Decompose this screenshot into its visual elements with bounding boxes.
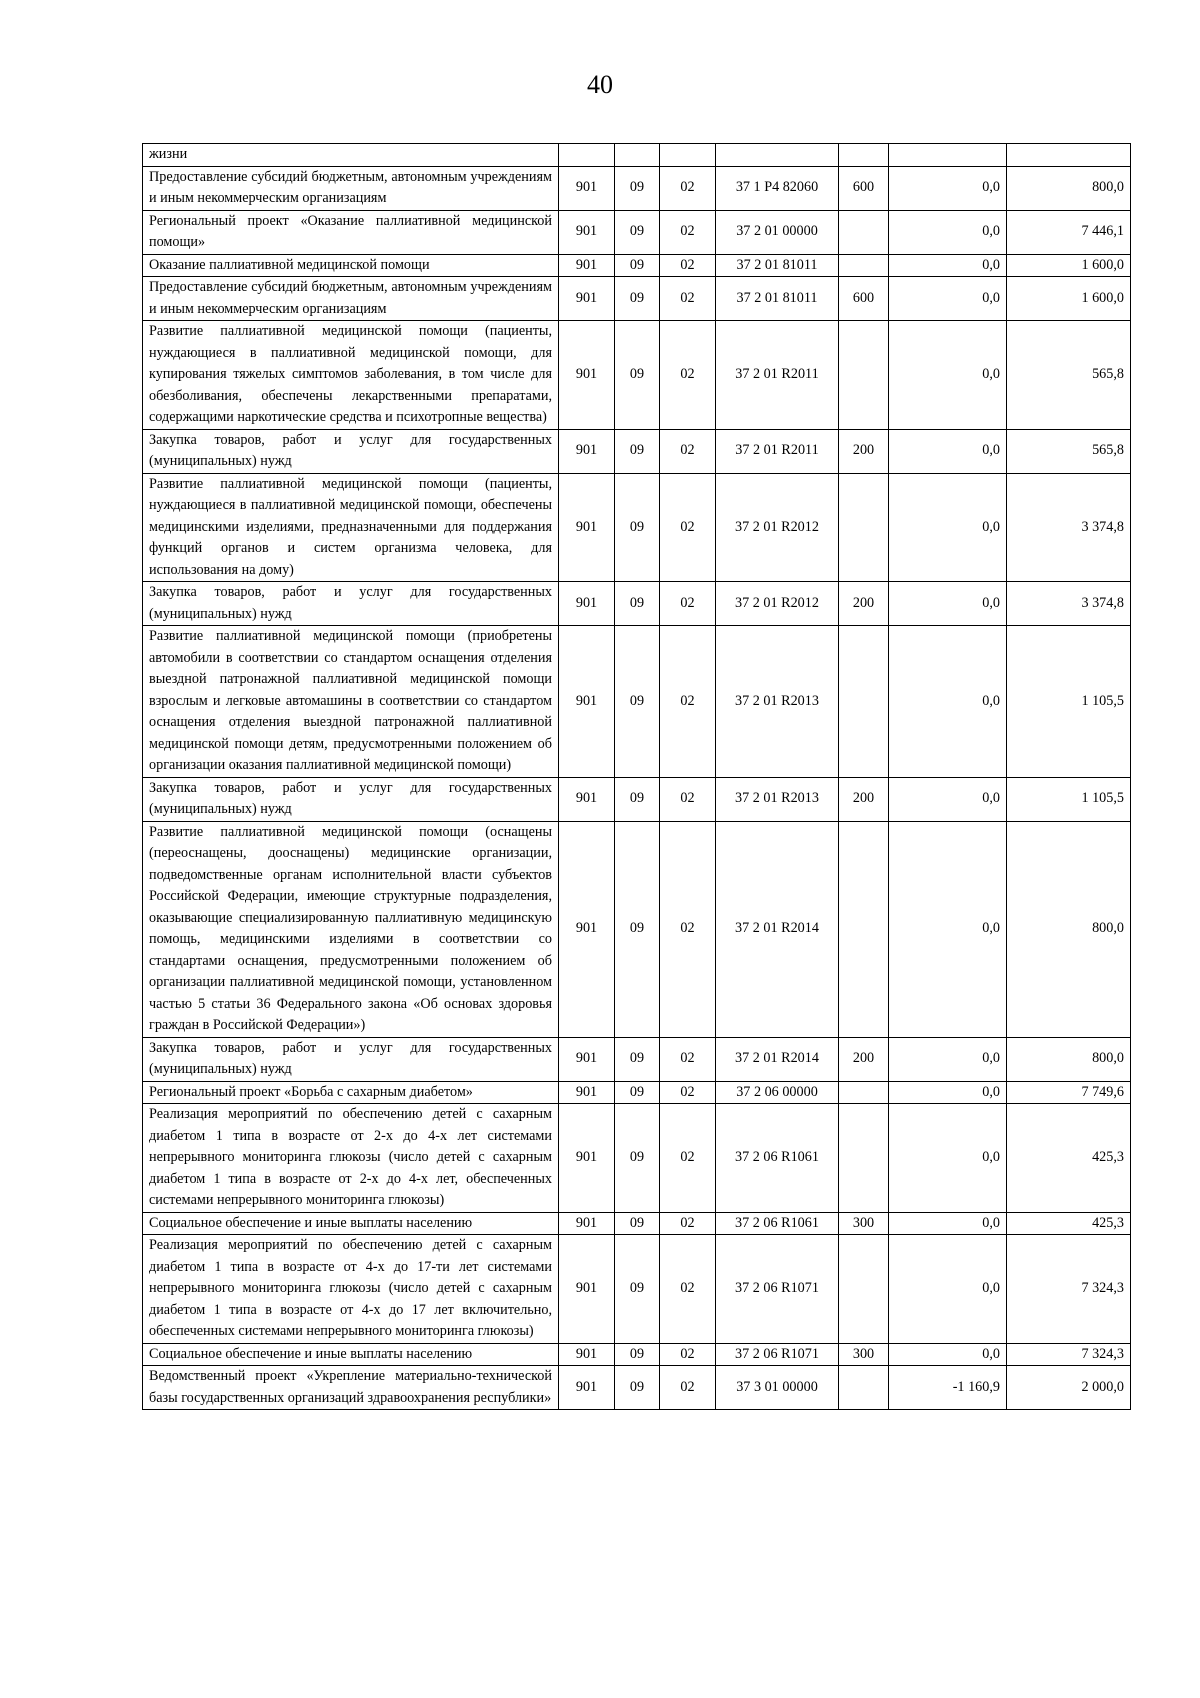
cell-change-amount: 0,0 — [889, 321, 1007, 430]
cell-total-amount: 800,0 — [1007, 1037, 1131, 1081]
cell-change-amount: 0,0 — [889, 254, 1007, 277]
cell-section: 09 — [615, 1037, 660, 1081]
cell-section: 09 — [615, 821, 660, 1037]
table-body — [143, 144, 1131, 1410]
cell-name: Закупка товаров, работ и услуг для государственных (муниципальных) нужд — [143, 777, 559, 821]
cell-total-amount: 565,8 — [1007, 321, 1131, 430]
cell-name: жизни — [143, 144, 559, 167]
table-row — [143, 144, 1131, 167]
cell-expense-type — [839, 821, 889, 1037]
cell-change-amount: 0,0 — [889, 1235, 1007, 1344]
cell-change-amount — [889, 144, 1007, 167]
table-row — [143, 1235, 1131, 1344]
table-row — [143, 1343, 1131, 1366]
cell-change-amount: 0,0 — [889, 277, 1007, 321]
cell-name: Закупка товаров, работ и услуг для государственных (муниципальных) нужд — [143, 582, 559, 626]
cell-total-amount: 7 749,6 — [1007, 1081, 1131, 1104]
cell-change-amount: 0,0 — [889, 210, 1007, 254]
cell-section: 09 — [615, 1235, 660, 1344]
cell-expense-type — [839, 210, 889, 254]
cell-target-article: 37 1 Р4 82060 — [716, 166, 839, 210]
cell-name: Предоставление субсидий бюджетным, автономным учреждениям и иным некоммерческим организациям — [143, 166, 559, 210]
cell-expense-type — [839, 1235, 889, 1344]
cell-subsection: 02 — [660, 254, 716, 277]
page-number: 40 — [587, 70, 613, 99]
table-row — [143, 821, 1131, 1037]
cell-change-amount: 0,0 — [889, 473, 1007, 582]
cell-name: Социальное обеспечение и иные выплаты населению — [143, 1343, 559, 1366]
cell-target-article: 37 2 01 R2014 — [716, 821, 839, 1037]
cell-ministry-code: 901 — [559, 1037, 615, 1081]
cell-target-article: 37 2 01 00000 — [716, 210, 839, 254]
cell-target-article: 37 2 06 R1071 — [716, 1235, 839, 1344]
cell-name: Оказание паллиативной медицинской помощи — [143, 254, 559, 277]
cell-target-article: 37 2 01 R2013 — [716, 777, 839, 821]
cell-expense-type: 600 — [839, 277, 889, 321]
cell-ministry-code: 901 — [559, 429, 615, 473]
cell-expense-type: 200 — [839, 582, 889, 626]
cell-ministry-code: 901 — [559, 1104, 615, 1213]
cell-name: Ведомственный проект «Укрепление материально-технической базы государственных организаций здравоохранения республики» — [143, 1366, 559, 1410]
cell-ministry-code: 901 — [559, 1081, 615, 1104]
cell-name: Предоставление субсидий бюджетным, автономным учреждениям и иным некоммерческим организациям — [143, 277, 559, 321]
cell-subsection: 02 — [660, 1081, 716, 1104]
cell-target-article: 37 2 01 R2014 — [716, 1037, 839, 1081]
cell-section: 09 — [615, 1212, 660, 1235]
cell-expense-type: 300 — [839, 1343, 889, 1366]
cell-section: 09 — [615, 1104, 660, 1213]
cell-ministry-code: 901 — [559, 777, 615, 821]
cell-subsection: 02 — [660, 166, 716, 210]
table-row — [143, 1104, 1131, 1213]
cell-ministry-code: 901 — [559, 321, 615, 430]
cell-section: 09 — [615, 429, 660, 473]
cell-subsection — [660, 144, 716, 167]
cell-target-article: 37 2 01 R2013 — [716, 626, 839, 778]
cell-section: 09 — [615, 582, 660, 626]
cell-section: 09 — [615, 321, 660, 430]
cell-target-article — [716, 144, 839, 167]
cell-section: 09 — [615, 254, 660, 277]
table-row — [143, 777, 1131, 821]
cell-name: Развитие паллиативной медицинской помощи (пациенты, нуждающиеся в паллиативной медицинской помощи, для купирования тяжелых симптомов заболевания, в том числе для обезболивания, обеспечены лекарственными препаратами, содержащими наркотические средства и психотропные вещества) — [143, 321, 559, 430]
budget-table — [142, 143, 1131, 1410]
cell-ministry-code: 901 — [559, 582, 615, 626]
cell-subsection: 02 — [660, 1037, 716, 1081]
cell-expense-type — [839, 254, 889, 277]
cell-name: Реализация мероприятий по обеспечению детей с сахарным диабетом 1 типа в возрасте от 2-х до 4-х лет системами непрерывного мониторинга глюкозы (число детей с сахарным диабетом 1 типа в возрасте от 2-х до 4-х лет, обеспеченных системами непрерывного мониторинга глюкозы) — [143, 1104, 559, 1213]
cell-section: 09 — [615, 777, 660, 821]
cell-total-amount: 1 105,5 — [1007, 777, 1131, 821]
cell-section: 09 — [615, 473, 660, 582]
table-row — [143, 277, 1131, 321]
cell-expense-type — [839, 1081, 889, 1104]
table-row — [143, 1037, 1131, 1081]
cell-subsection: 02 — [660, 429, 716, 473]
cell-subsection: 02 — [660, 626, 716, 778]
cell-expense-type: 200 — [839, 777, 889, 821]
cell-subsection: 02 — [660, 582, 716, 626]
cell-section: 09 — [615, 210, 660, 254]
cell-total-amount: 800,0 — [1007, 821, 1131, 1037]
cell-change-amount: 0,0 — [889, 821, 1007, 1037]
cell-expense-type — [839, 1104, 889, 1213]
cell-expense-type — [839, 144, 889, 167]
cell-name: Региональный проект «Борьба с сахарным диабетом» — [143, 1081, 559, 1104]
table-row — [143, 429, 1131, 473]
cell-change-amount: 0,0 — [889, 1081, 1007, 1104]
table-row — [143, 166, 1131, 210]
cell-subsection: 02 — [660, 473, 716, 582]
cell-target-article: 37 2 06 R1071 — [716, 1343, 839, 1366]
cell-section: 09 — [615, 166, 660, 210]
cell-change-amount: 0,0 — [889, 1343, 1007, 1366]
cell-ministry-code: 901 — [559, 210, 615, 254]
cell-total-amount: 425,3 — [1007, 1104, 1131, 1213]
cell-name: Развитие паллиативной медицинской помощи (пациенты, нуждающиеся в паллиативной медицинской помощи, обеспечены медицинскими изделиями, предназначенными для поддержания функций органов и систем организма человека, для использования на дому) — [143, 473, 559, 582]
cell-total-amount: 2 000,0 — [1007, 1366, 1131, 1410]
cell-total-amount: 425,3 — [1007, 1212, 1131, 1235]
cell-section: 09 — [615, 1343, 660, 1366]
cell-target-article: 37 2 01 R2011 — [716, 429, 839, 473]
cell-total-amount: 7 324,3 — [1007, 1343, 1131, 1366]
cell-target-article: 37 3 01 00000 — [716, 1366, 839, 1410]
cell-total-amount: 7 446,1 — [1007, 210, 1131, 254]
cell-target-article: 37 2 01 81011 — [716, 254, 839, 277]
cell-total-amount: 1 600,0 — [1007, 277, 1131, 321]
table-row — [143, 210, 1131, 254]
cell-subsection: 02 — [660, 1104, 716, 1213]
cell-ministry-code: 901 — [559, 1343, 615, 1366]
cell-target-article: 37 2 01 81011 — [716, 277, 839, 321]
table-row — [143, 1081, 1131, 1104]
cell-name: Закупка товаров, работ и услуг для государственных (муниципальных) нужд — [143, 1037, 559, 1081]
cell-change-amount: -1 160,9 — [889, 1366, 1007, 1410]
cell-total-amount: 3 374,8 — [1007, 473, 1131, 582]
cell-name: Закупка товаров, работ и услуг для государственных (муниципальных) нужд — [143, 429, 559, 473]
cell-total-amount: 1 600,0 — [1007, 254, 1131, 277]
cell-total-amount: 3 374,8 — [1007, 582, 1131, 626]
cell-total-amount: 800,0 — [1007, 166, 1131, 210]
cell-ministry-code: 901 — [559, 1366, 615, 1410]
table-row — [143, 626, 1131, 778]
cell-name: Развитие паллиативной медицинской помощи (приобретены автомобили в соответствии со стандартом оснащения отделения выездной патронажной паллиативной медицинской помощи взрослым и легковые автомашины в соответствии со стандартом оснащения отделения выездной патронажной паллиативной медицинской помощи детям, предусмотренными положением об организации оказания паллиативной медицинской помощи) — [143, 626, 559, 778]
cell-section: 09 — [615, 1081, 660, 1104]
cell-expense-type — [839, 473, 889, 582]
cell-name: Реализация мероприятий по обеспечению детей с сахарным диабетом 1 типа в возрасте от 4-х до 17-ти лет системами непрерывного мониторинга глюкозы (число детей с сахарным диабетом 1 типа в возрасте от 4-х до 17 лет включительно, обеспеченных системами непрерывного мониторинга глюкозы) — [143, 1235, 559, 1344]
cell-change-amount: 0,0 — [889, 582, 1007, 626]
cell-change-amount: 0,0 — [889, 166, 1007, 210]
cell-total-amount — [1007, 144, 1131, 167]
cell-target-article: 37 2 01 R2012 — [716, 473, 839, 582]
cell-change-amount: 0,0 — [889, 777, 1007, 821]
cell-expense-type — [839, 321, 889, 430]
cell-change-amount: 0,0 — [889, 1212, 1007, 1235]
cell-change-amount: 0,0 — [889, 1104, 1007, 1213]
cell-total-amount: 7 324,3 — [1007, 1235, 1131, 1344]
cell-subsection: 02 — [660, 1366, 716, 1410]
cell-section: 09 — [615, 1366, 660, 1410]
cell-expense-type: 200 — [839, 429, 889, 473]
cell-ministry-code: 901 — [559, 254, 615, 277]
cell-total-amount: 1 105,5 — [1007, 626, 1131, 778]
cell-expense-type: 300 — [839, 1212, 889, 1235]
cell-subsection: 02 — [660, 1212, 716, 1235]
cell-subsection: 02 — [660, 777, 716, 821]
cell-ministry-code: 901 — [559, 1235, 615, 1344]
cell-ministry-code — [559, 144, 615, 167]
cell-name: Социальное обеспечение и иные выплаты населению — [143, 1212, 559, 1235]
cell-expense-type: 600 — [839, 166, 889, 210]
cell-name: Развитие паллиативной медицинской помощи (оснащены (переоснащены, дооснащены) медицинские организации, подведомственные органам исполнительной власти субъектов Российской Федерации, имеющие структурные подразделения, оказывающие специализированную паллиативную медицинскую помощь, медицинскими изделиями в соответствии со стандартами оснащения, предусмотренными положением об организации паллиативной медицинской помощи, установленном частью 5 статьи 36 Федерального закона «Об основах здоровья граждан в Российской Федерации») — [143, 821, 559, 1037]
cell-section — [615, 144, 660, 167]
cell-change-amount: 0,0 — [889, 626, 1007, 778]
cell-subsection: 02 — [660, 1343, 716, 1366]
table-row — [143, 1212, 1131, 1235]
cell-ministry-code: 901 — [559, 277, 615, 321]
cell-ministry-code: 901 — [559, 821, 615, 1037]
cell-subsection: 02 — [660, 1235, 716, 1344]
table-row — [143, 254, 1131, 277]
cell-ministry-code: 901 — [559, 473, 615, 582]
cell-name: Региональный проект «Оказание паллиативной медицинской помощи» — [143, 210, 559, 254]
table-row — [143, 321, 1131, 430]
cell-subsection: 02 — [660, 277, 716, 321]
cell-subsection: 02 — [660, 821, 716, 1037]
cell-total-amount: 565,8 — [1007, 429, 1131, 473]
cell-change-amount: 0,0 — [889, 429, 1007, 473]
cell-target-article: 37 2 06 00000 — [716, 1081, 839, 1104]
cell-section: 09 — [615, 626, 660, 778]
cell-target-article: 37 2 06 R1061 — [716, 1212, 839, 1235]
cell-change-amount: 0,0 — [889, 1037, 1007, 1081]
cell-expense-type: 200 — [839, 1037, 889, 1081]
cell-ministry-code: 901 — [559, 626, 615, 778]
table-row — [143, 582, 1131, 626]
cell-subsection: 02 — [660, 321, 716, 430]
cell-target-article: 37 2 01 R2011 — [716, 321, 839, 430]
cell-ministry-code: 901 — [559, 1212, 615, 1235]
cell-target-article: 37 2 06 R1061 — [716, 1104, 839, 1213]
cell-target-article: 37 2 01 R2012 — [716, 582, 839, 626]
cell-ministry-code: 901 — [559, 166, 615, 210]
table-row — [143, 1366, 1131, 1410]
cell-expense-type — [839, 626, 889, 778]
cell-subsection: 02 — [660, 210, 716, 254]
cell-section: 09 — [615, 277, 660, 321]
table-row — [143, 473, 1131, 582]
cell-expense-type — [839, 1366, 889, 1410]
